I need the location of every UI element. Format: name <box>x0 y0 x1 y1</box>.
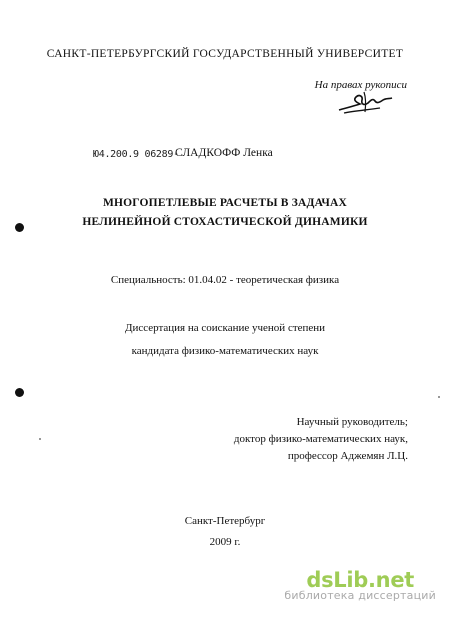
thesis-title-line-1: МНОГОПЕТЛЕВЫЕ РАСЧЕТЫ В ЗАДАЧАХ <box>102 197 348 209</box>
supervisor-label: Научный руководитель; <box>296 416 408 428</box>
rights-note: На правах рукописи <box>314 79 407 91</box>
binder-hole-top <box>15 223 24 232</box>
dissertation-degree-line-1: Диссертация на соискание ученой степени <box>124 322 326 334</box>
scan-speck <box>438 396 440 398</box>
supervisor-degree: доктор физико-математических наук, <box>233 433 408 445</box>
watermark-logo: dsLib.net <box>306 568 415 592</box>
supervisor-name: профессор Аджемян Л.Ц. <box>287 450 408 462</box>
specialty: Специальность: 01.04.02 - теоретическая физика <box>110 274 340 286</box>
watermark <box>284 568 436 602</box>
watermark-subtitle: библиотека диссертаций <box>284 589 436 602</box>
dissertation-degree-line-2: кандидата физико-математических наук <box>131 345 319 357</box>
scan-speck <box>39 438 41 440</box>
author-name: СЛАДКОФФ Ленка <box>175 147 273 159</box>
binder-hole-bottom <box>15 388 24 397</box>
thesis-title-line-2: НЕЛИНЕЙНОЙ СТОХАСТИЧЕСКОЙ ДИНАМИКИ <box>82 216 368 228</box>
city: Санкт-Петербург <box>184 515 266 527</box>
year: 2009 г. <box>209 536 241 548</box>
registration-code: Ю4.200.9 06289- <box>93 149 179 160</box>
handwritten-signature <box>336 90 394 116</box>
university-name: САНКТ-ПЕТЕРБУРГСКИЙ ГОСУДАРСТВЕННЫЙ УНИВЕРСИТЕТ <box>46 48 404 60</box>
